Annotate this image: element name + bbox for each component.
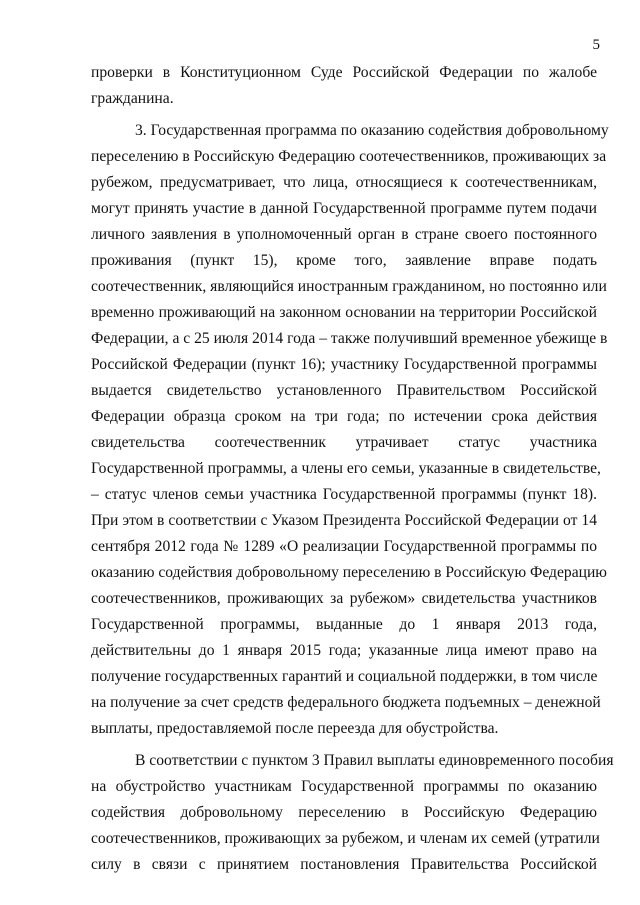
text-line: соотечественников, проживающих за рубежом, и членам их семей (утратили bbox=[91, 830, 600, 847]
text-line: оказанию содействия добровольному переселению в Российскую Федерацию bbox=[91, 564, 607, 581]
text-line: силу в связи с принятием постановления Правительства Российской bbox=[91, 856, 597, 873]
text-line: В соответствии с пунктом 3 Правил выплаты единовременного пособия bbox=[135, 752, 614, 769]
paragraph-3 bbox=[91, 748, 614, 878]
text-line: на получение за счет средств федерального бюджета подъемных – денежной bbox=[91, 694, 601, 711]
text-line: свидетельства соотечественник утрачивает статус участника bbox=[91, 434, 597, 451]
text-line: – статус членов семьи участника Государственной программы (пункт 18). bbox=[91, 486, 597, 503]
text-line: Государственной программы, выданные до 1 января 2013 года, bbox=[91, 616, 597, 633]
text-line: могут принять участие в данной Государственной программе путем подачи bbox=[91, 200, 597, 217]
text-line: выплаты, предоставляемой после переезда для обустройства. bbox=[91, 720, 499, 737]
text-line: При этом в соответствии с Указом Президента Российской Федерации от 14 bbox=[91, 512, 597, 529]
text-line: проверки в Конституционном Суде Российской Федерации по жалобе bbox=[91, 64, 597, 81]
text-line: рубежом, предусматривает, что лица, относящиеся к соотечественникам, bbox=[91, 174, 597, 191]
page-number: 5 bbox=[592, 37, 600, 53]
text-line: на обустройство участникам Государственной программы по оказанию bbox=[91, 778, 597, 795]
text-line: выдается свидетельство установленного Правительством Российской bbox=[91, 382, 597, 399]
text-line: переселению в Российскую Федерацию соотечественников, проживающих за bbox=[91, 148, 607, 165]
text-line: Российской Федерации (пункт 16); участнику Государственной программы bbox=[91, 356, 597, 373]
text-line: соотечественников, проживающих за рубежом» свидетельства участников bbox=[91, 590, 597, 607]
text-line: действительны до 1 января 2015 года; указанные лица имеют право на bbox=[91, 642, 597, 659]
paragraph-1 bbox=[91, 60, 597, 112]
text-line: проживания (пункт 15), кроме того, заявление вправе подать bbox=[91, 252, 597, 269]
document-body bbox=[91, 60, 614, 878]
text-line: временно проживающий на законном основании на территории Российской bbox=[91, 304, 597, 321]
text-line: соотечественник, являющийся иностранным гражданином, но постоянно или bbox=[91, 278, 607, 295]
text-line: Государственной программы, а члены его семьи, указанные в свидетельстве, bbox=[91, 460, 601, 477]
text-line: содействия добровольному переселению в Российскую Федерацию bbox=[91, 804, 597, 821]
text-line: сентября 2012 года № 1289 «О реализации Государственной программы по bbox=[91, 538, 597, 555]
text-line: 3. Государственная программа по оказанию содействия добровольному bbox=[135, 122, 609, 139]
text-line: Федерации, а с 25 июля 2014 года – также получивший временное убежище в bbox=[91, 330, 608, 347]
text-line: личного заявления в уполномоченный орган в стране своего постоянного bbox=[91, 226, 597, 243]
text-line: гражданина. bbox=[91, 90, 174, 107]
text-line: Федерации образца сроком на три года; по истечении срока действия bbox=[91, 408, 597, 425]
paragraph-2 bbox=[91, 118, 609, 742]
text-line: получение государственных гарантий и социальной поддержки, в том числе bbox=[91, 668, 598, 685]
